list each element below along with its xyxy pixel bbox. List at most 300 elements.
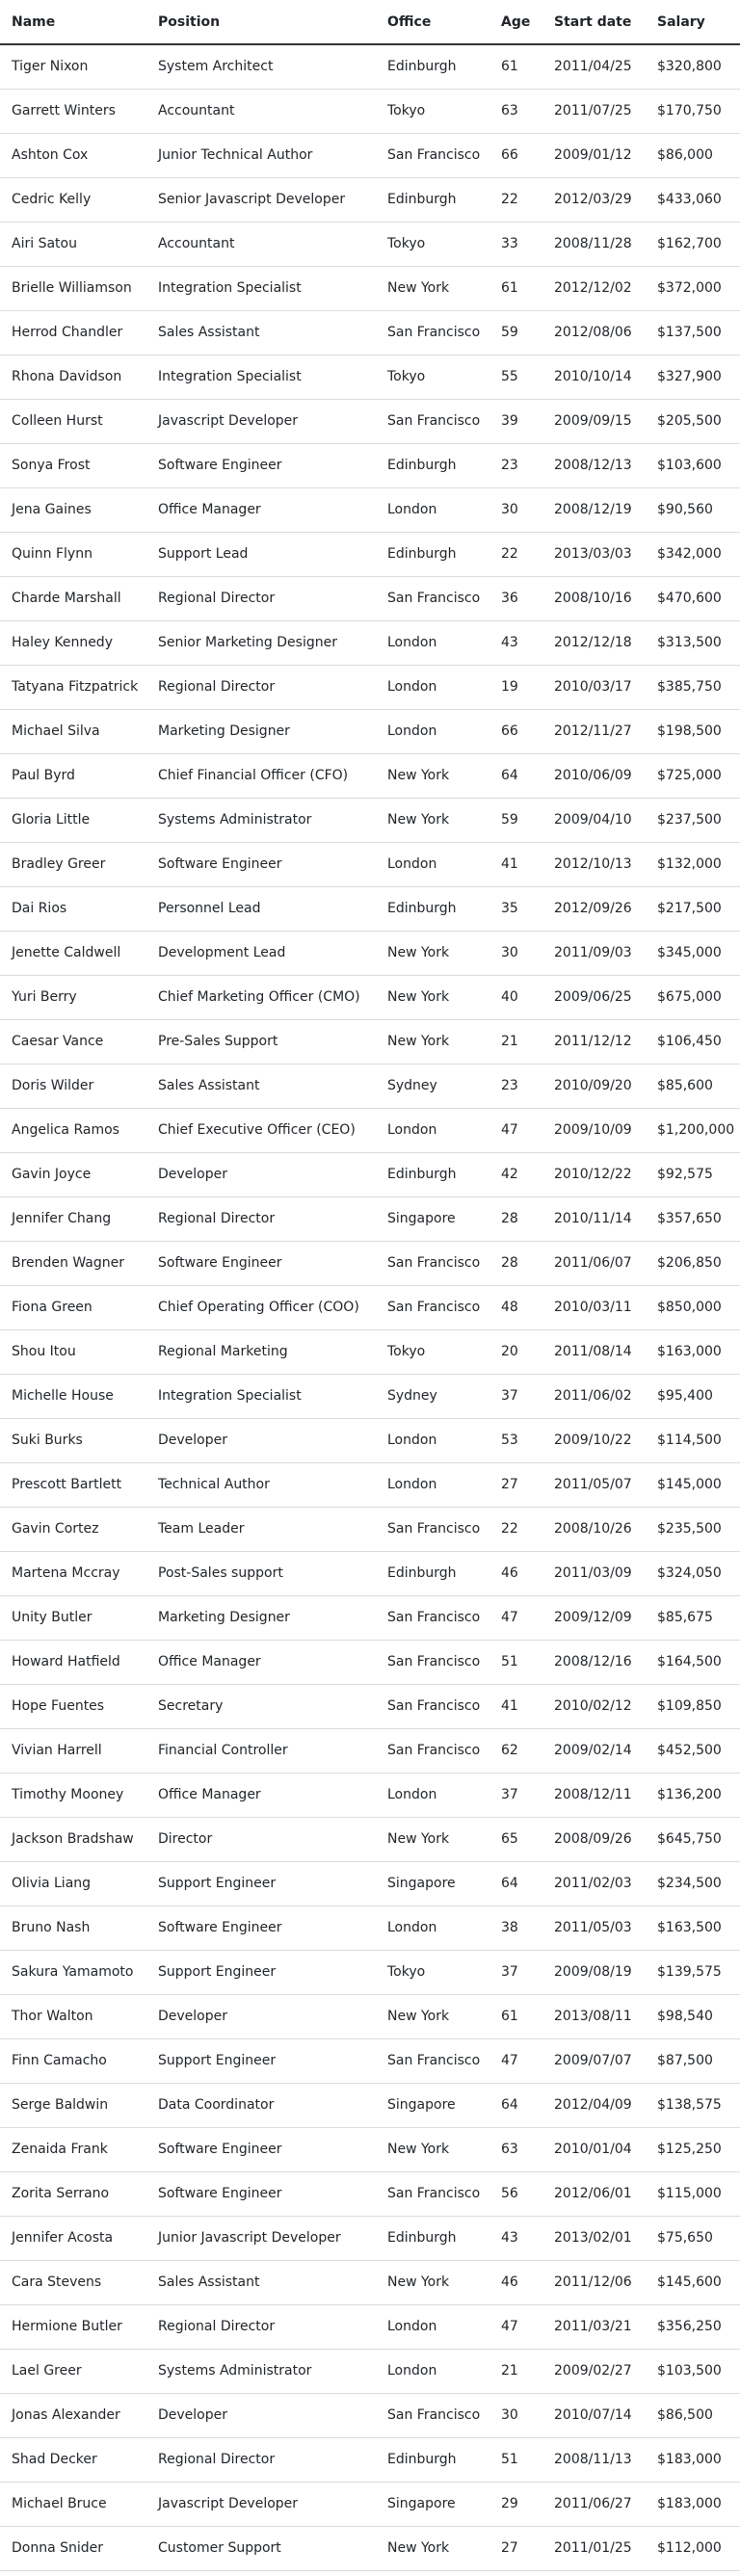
cell-salary: $183,000 (646, 2437, 740, 2482)
cell-age: 30 (489, 931, 542, 975)
cell-start-date: 2010/03/11 (542, 1285, 646, 1329)
table-row (0, 1462, 740, 1507)
cell-position: Regional Director (146, 2437, 376, 2482)
cell-age: 42 (489, 1152, 542, 1196)
cell-position: Data Coordinator (146, 2083, 376, 2127)
cell-name: Olivia Liang (0, 1861, 146, 1906)
column-header-name[interactable]: Name (0, 0, 146, 44)
cell-position: Support Engineer (146, 1950, 376, 1994)
cell-name: Garrett Winters (0, 89, 146, 133)
cell-name: Brielle Williamson (0, 266, 146, 310)
cell-office: New York (376, 2526, 489, 2570)
table-header (0, 0, 740, 44)
cell-office: Sydney (376, 1064, 489, 1108)
cell-position: Javascript Developer (146, 2482, 376, 2526)
cell-name: Charde Marshall (0, 576, 146, 620)
cell-name: Timothy Mooney (0, 1773, 146, 1817)
cell-name: Shad Decker (0, 2437, 146, 2482)
cell-salary: $90,560 (646, 487, 740, 532)
cell-start-date: 2011/03/09 (542, 1551, 646, 1595)
cell-start-date: 2011/01/25 (542, 2526, 646, 2570)
cell-office: New York (376, 1994, 489, 2038)
cell-start-date: 2011/12/06 (542, 2260, 646, 2304)
cell-start-date: 2012/04/09 (542, 2083, 646, 2127)
cell-office: London (376, 620, 489, 665)
table-row (0, 2349, 740, 2393)
cell-salary: $87,500 (646, 2038, 740, 2083)
cell-start-date: 2011/06/07 (542, 1241, 646, 1285)
cell-office: London (376, 709, 489, 753)
table-row (0, 1196, 740, 1241)
cell-name: Airi Satou (0, 222, 146, 266)
table-row (0, 2482, 740, 2526)
cell-start-date: 2008/11/28 (542, 222, 646, 266)
table-row (0, 798, 740, 842)
table-row (0, 355, 740, 399)
cell-name: Zorita Serrano (0, 2171, 146, 2216)
cell-age: 41 (489, 842, 542, 886)
cell-name: Dai Rios (0, 886, 146, 931)
cell-salary: $98,540 (646, 1994, 740, 2038)
cell-office: Singapore (376, 2482, 489, 2526)
cell-salary: $183,000 (646, 2482, 740, 2526)
cell-office: Tokyo (376, 1950, 489, 1994)
cell-name: Bradley Greer (0, 842, 146, 886)
table-row (0, 1241, 740, 1285)
cell-start-date: 2008/11/13 (542, 2437, 646, 2482)
table-row (0, 133, 740, 177)
cell-office: San Francisco (376, 1285, 489, 1329)
cell-start-date: 2010/12/22 (542, 1152, 646, 1196)
cell-office: Sydney (376, 1374, 489, 1418)
cell-office: London (376, 1418, 489, 1462)
column-header-position[interactable]: Position (146, 0, 376, 44)
cell-start-date: 2011/12/12 (542, 1019, 646, 1064)
cell-name: Tatyana Fitzpatrick (0, 665, 146, 709)
cell-salary: $372,000 (646, 266, 740, 310)
cell-name: Doris Wilder (0, 1064, 146, 1108)
cell-position: Customer Support (146, 2526, 376, 2570)
cell-start-date: 2010/06/09 (542, 753, 646, 798)
cell-age: 46 (489, 1551, 542, 1595)
cell-age: 23 (489, 1064, 542, 1108)
cell-age: 64 (489, 1861, 542, 1906)
cell-position: Software Engineer (146, 1241, 376, 1285)
cell-office: Tokyo (376, 89, 489, 133)
cell-start-date: 2012/12/02 (542, 266, 646, 310)
cell-position: Javascript Developer (146, 399, 376, 443)
cell-start-date: 2010/02/12 (542, 1684, 646, 1728)
cell-start-date: 2011/04/25 (542, 44, 646, 89)
cell-office: San Francisco (376, 2038, 489, 2083)
cell-position: Software Engineer (146, 1906, 376, 1950)
cell-start-date: 2011/05/03 (542, 1906, 646, 1950)
cell-position: System Architect (146, 44, 376, 89)
cell-age: 21 (489, 2349, 542, 2393)
cell-position: Accountant (146, 89, 376, 133)
cell-salary: $75,650 (646, 2216, 740, 2260)
cell-salary: $86,500 (646, 2393, 740, 2437)
cell-position: Personnel Lead (146, 886, 376, 931)
table-row (0, 576, 740, 620)
table-body (0, 44, 740, 2570)
cell-office: San Francisco (376, 1640, 489, 1684)
cell-name: Yuri Berry (0, 975, 146, 1019)
cell-start-date: 2009/07/07 (542, 2038, 646, 2083)
cell-salary: $327,900 (646, 355, 740, 399)
cell-position: Post-Sales support (146, 1551, 376, 1595)
cell-office: San Francisco (376, 576, 489, 620)
cell-start-date: 2012/12/18 (542, 620, 646, 665)
cell-age: 47 (489, 1108, 542, 1152)
cell-salary: $433,060 (646, 177, 740, 222)
table-row (0, 1684, 740, 1728)
table-row (0, 1950, 740, 1994)
cell-age: 27 (489, 2526, 542, 2570)
cell-position: Chief Marketing Officer (CMO) (146, 975, 376, 1019)
cell-position: Office Manager (146, 1640, 376, 1684)
table-row (0, 620, 740, 665)
cell-position: Developer (146, 1418, 376, 1462)
cell-position: Chief Operating Officer (COO) (146, 1285, 376, 1329)
cell-salary: $115,000 (646, 2171, 740, 2216)
cell-salary: $162,700 (646, 222, 740, 266)
cell-name: Michael Silva (0, 709, 146, 753)
cell-name: Rhona Davidson (0, 355, 146, 399)
cell-start-date: 2008/12/19 (542, 487, 646, 532)
cell-age: 48 (489, 1285, 542, 1329)
cell-office: London (376, 1108, 489, 1152)
cell-age: 29 (489, 2482, 542, 2526)
table-row (0, 2526, 740, 2570)
cell-start-date: 2011/06/02 (542, 1374, 646, 1418)
cell-age: 47 (489, 2038, 542, 2083)
cell-name: Vivian Harrell (0, 1728, 146, 1773)
cell-salary: $145,000 (646, 1462, 740, 1507)
cell-position: Regional Director (146, 576, 376, 620)
cell-age: 56 (489, 2171, 542, 2216)
cell-office: New York (376, 2260, 489, 2304)
cell-position: Financial Controller (146, 1728, 376, 1773)
cell-office: London (376, 2304, 489, 2349)
table-row (0, 1374, 740, 1418)
cell-office: New York (376, 753, 489, 798)
cell-position: Regional Marketing (146, 1329, 376, 1374)
cell-salary: $385,750 (646, 665, 740, 709)
cell-position: Regional Director (146, 665, 376, 709)
cell-salary: $356,250 (646, 2304, 740, 2349)
table-row (0, 44, 740, 89)
cell-salary: $85,675 (646, 1595, 740, 1640)
cell-position: Director (146, 1817, 376, 1861)
table-row (0, 266, 740, 310)
table-row (0, 2171, 740, 2216)
cell-office: London (376, 842, 489, 886)
table-row (0, 1640, 740, 1684)
cell-office: New York (376, 1817, 489, 1861)
cell-office: New York (376, 1019, 489, 1064)
table-row (0, 487, 740, 532)
cell-start-date: 2010/11/14 (542, 1196, 646, 1241)
cell-salary: $103,500 (646, 2349, 740, 2393)
cell-age: 47 (489, 1595, 542, 1640)
cell-office: San Francisco (376, 133, 489, 177)
cell-age: 51 (489, 2437, 542, 2482)
header-row (0, 0, 740, 44)
table-row (0, 1906, 740, 1950)
cell-start-date: 2009/02/27 (542, 2349, 646, 2393)
cell-position: Software Engineer (146, 842, 376, 886)
cell-salary: $313,500 (646, 620, 740, 665)
table-row (0, 1064, 740, 1108)
cell-office: London (376, 665, 489, 709)
cell-age: 46 (489, 2260, 542, 2304)
cell-name: Hope Fuentes (0, 1684, 146, 1728)
cell-name: Herrod Chandler (0, 310, 146, 355)
table-row (0, 1285, 740, 1329)
cell-office: Edinburgh (376, 2437, 489, 2482)
cell-start-date: 2011/09/03 (542, 931, 646, 975)
cell-name: Michelle House (0, 1374, 146, 1418)
cell-name: Gloria Little (0, 798, 146, 842)
cell-salary: $112,000 (646, 2526, 740, 2570)
cell-salary: $139,575 (646, 1950, 740, 1994)
cell-start-date: 2012/09/26 (542, 886, 646, 931)
cell-office: San Francisco (376, 399, 489, 443)
table-row (0, 709, 740, 753)
cell-salary: $164,500 (646, 1640, 740, 1684)
cell-position: Sales Assistant (146, 2260, 376, 2304)
cell-salary: $234,500 (646, 1861, 740, 1906)
cell-position: Marketing Designer (146, 1595, 376, 1640)
table-row (0, 222, 740, 266)
cell-salary: $95,400 (646, 1374, 740, 1418)
cell-age: 22 (489, 532, 542, 576)
cell-start-date: 2009/10/09 (542, 1108, 646, 1152)
cell-position: Secretary (146, 1684, 376, 1728)
cell-salary: $235,500 (646, 1507, 740, 1551)
cell-name: Quinn Flynn (0, 532, 146, 576)
cell-name: Martena Mccray (0, 1551, 146, 1595)
cell-name: Angelica Ramos (0, 1108, 146, 1152)
cell-name: Brenden Wagner (0, 1241, 146, 1285)
cell-office: London (376, 1906, 489, 1950)
cell-name: Jonas Alexander (0, 2393, 146, 2437)
cell-start-date: 2011/02/03 (542, 1861, 646, 1906)
cell-office: New York (376, 975, 489, 1019)
table-row (0, 1595, 740, 1640)
cell-name: Cara Stevens (0, 2260, 146, 2304)
cell-start-date: 2008/12/16 (542, 1640, 646, 1684)
cell-office: New York (376, 931, 489, 975)
column-header-salary[interactable]: Salary (646, 0, 740, 44)
cell-position: Developer (146, 2393, 376, 2437)
cell-position: Integration Specialist (146, 355, 376, 399)
cell-name: Jennifer Acosta (0, 2216, 146, 2260)
cell-age: 64 (489, 753, 542, 798)
cell-position: Team Leader (146, 1507, 376, 1551)
cell-name: Jena Gaines (0, 487, 146, 532)
cell-salary: $125,250 (646, 2127, 740, 2171)
cell-age: 43 (489, 2216, 542, 2260)
cell-name: Howard Hatfield (0, 1640, 146, 1684)
cell-start-date: 2012/10/13 (542, 842, 646, 886)
cell-salary: $645,750 (646, 1817, 740, 1861)
cell-position: Systems Administrator (146, 798, 376, 842)
cell-name: Hermione Butler (0, 2304, 146, 2349)
table-row (0, 1108, 740, 1152)
cell-age: 28 (489, 1241, 542, 1285)
cell-start-date: 2008/10/16 (542, 576, 646, 620)
cell-position: Regional Director (146, 1196, 376, 1241)
table-row (0, 2260, 740, 2304)
cell-start-date: 2012/03/29 (542, 177, 646, 222)
cell-start-date: 2009/02/14 (542, 1728, 646, 1773)
cell-office: Edinburgh (376, 1551, 489, 1595)
cell-office: Tokyo (376, 355, 489, 399)
cell-position: Software Engineer (146, 2127, 376, 2171)
cell-name: Finn Camacho (0, 2038, 146, 2083)
cell-start-date: 2010/09/20 (542, 1064, 646, 1108)
cell-start-date: 2013/08/11 (542, 1994, 646, 2038)
cell-start-date: 2011/05/07 (542, 1462, 646, 1507)
cell-age: 19 (489, 665, 542, 709)
cell-name: Jenette Caldwell (0, 931, 146, 975)
cell-office: Edinburgh (376, 532, 489, 576)
cell-position: Chief Financial Officer (CFO) (146, 753, 376, 798)
cell-office: Edinburgh (376, 44, 489, 89)
cell-start-date: 2012/08/06 (542, 310, 646, 355)
cell-office: Edinburgh (376, 2216, 489, 2260)
table-row (0, 177, 740, 222)
table-row (0, 2304, 740, 2349)
cell-salary: $205,500 (646, 399, 740, 443)
cell-start-date: 2009/09/15 (542, 399, 646, 443)
cell-office: San Francisco (376, 1684, 489, 1728)
cell-position: Developer (146, 1152, 376, 1196)
cell-age: 21 (489, 1019, 542, 1064)
cell-age: 59 (489, 798, 542, 842)
cell-start-date: 2010/03/17 (542, 665, 646, 709)
table-row (0, 753, 740, 798)
cell-name: Bruno Nash (0, 1906, 146, 1950)
cell-name: Michael Bruce (0, 2482, 146, 2526)
cell-salary: $138,575 (646, 2083, 740, 2127)
cell-age: 66 (489, 709, 542, 753)
cell-age: 28 (489, 1196, 542, 1241)
table-row (0, 1773, 740, 1817)
cell-age: 65 (489, 1817, 542, 1861)
cell-office: London (376, 1462, 489, 1507)
cell-start-date: 2013/02/01 (542, 2216, 646, 2260)
cell-position: Technical Author (146, 1462, 376, 1507)
cell-office: London (376, 1773, 489, 1817)
cell-start-date: 2010/07/14 (542, 2393, 646, 2437)
cell-office: San Francisco (376, 1507, 489, 1551)
cell-office: Edinburgh (376, 886, 489, 931)
cell-start-date: 2010/01/04 (542, 2127, 646, 2171)
cell-age: 66 (489, 133, 542, 177)
cell-age: 36 (489, 576, 542, 620)
cell-office: New York (376, 2127, 489, 2171)
cell-age: 61 (489, 1994, 542, 2038)
cell-age: 22 (489, 177, 542, 222)
column-header-office[interactable]: Office (376, 0, 489, 44)
cell-start-date: 2012/06/01 (542, 2171, 646, 2216)
cell-position: Accountant (146, 222, 376, 266)
cell-age: 22 (489, 1507, 542, 1551)
cell-age: 23 (489, 443, 542, 487)
table-row (0, 1418, 740, 1462)
cell-position: Sales Assistant (146, 1064, 376, 1108)
cell-salary: $850,000 (646, 1285, 740, 1329)
cell-name: Lael Greer (0, 2349, 146, 2393)
column-header-start-date[interactable]: Start date (542, 0, 646, 44)
table-row (0, 532, 740, 576)
cell-salary: $136,200 (646, 1773, 740, 1817)
cell-office: New York (376, 266, 489, 310)
cell-age: 38 (489, 1906, 542, 1950)
cell-salary: $145,600 (646, 2260, 740, 2304)
cell-name: Thor Walton (0, 1994, 146, 2038)
cell-age: 30 (489, 487, 542, 532)
cell-start-date: 2008/12/11 (542, 1773, 646, 1817)
column-header-age[interactable]: Age (489, 0, 542, 44)
cell-age: 39 (489, 399, 542, 443)
cell-name: Unity Butler (0, 1595, 146, 1640)
cell-office: San Francisco (376, 1595, 489, 1640)
cell-age: 61 (489, 44, 542, 89)
cell-age: 62 (489, 1728, 542, 1773)
cell-name: Cedric Kelly (0, 177, 146, 222)
cell-salary: $106,450 (646, 1019, 740, 1064)
cell-position: Senior Javascript Developer (146, 177, 376, 222)
cell-office: New York (376, 798, 489, 842)
cell-name: Serge Baldwin (0, 2083, 146, 2127)
table-row (0, 1817, 740, 1861)
cell-start-date: 2011/06/27 (542, 2482, 646, 2526)
cell-salary: $206,850 (646, 1241, 740, 1285)
cell-salary: $163,000 (646, 1329, 740, 1374)
cell-office: Singapore (376, 1861, 489, 1906)
cell-start-date: 2010/10/14 (542, 355, 646, 399)
cell-start-date: 2009/01/12 (542, 133, 646, 177)
cell-start-date: 2009/12/09 (542, 1595, 646, 1640)
table-row (0, 399, 740, 443)
table-row (0, 443, 740, 487)
cell-salary: $132,000 (646, 842, 740, 886)
cell-position: Software Engineer (146, 443, 376, 487)
cell-salary: $92,575 (646, 1152, 740, 1196)
cell-position: Developer (146, 1994, 376, 2038)
cell-salary: $237,500 (646, 798, 740, 842)
cell-salary: $320,800 (646, 44, 740, 89)
cell-salary: $342,000 (646, 532, 740, 576)
cell-age: 51 (489, 1640, 542, 1684)
cell-salary: $170,750 (646, 89, 740, 133)
cell-salary: $1,200,000 (646, 1108, 740, 1152)
table-row (0, 2083, 740, 2127)
cell-salary: $163,500 (646, 1906, 740, 1950)
cell-age: 35 (489, 886, 542, 931)
table-row (0, 1329, 740, 1374)
cell-position: Regional Director (146, 2304, 376, 2349)
table-row (0, 2038, 740, 2083)
table-row (0, 931, 740, 975)
cell-name: Paul Byrd (0, 753, 146, 798)
cell-salary: $470,600 (646, 576, 740, 620)
cell-name: Jennifer Chang (0, 1196, 146, 1241)
